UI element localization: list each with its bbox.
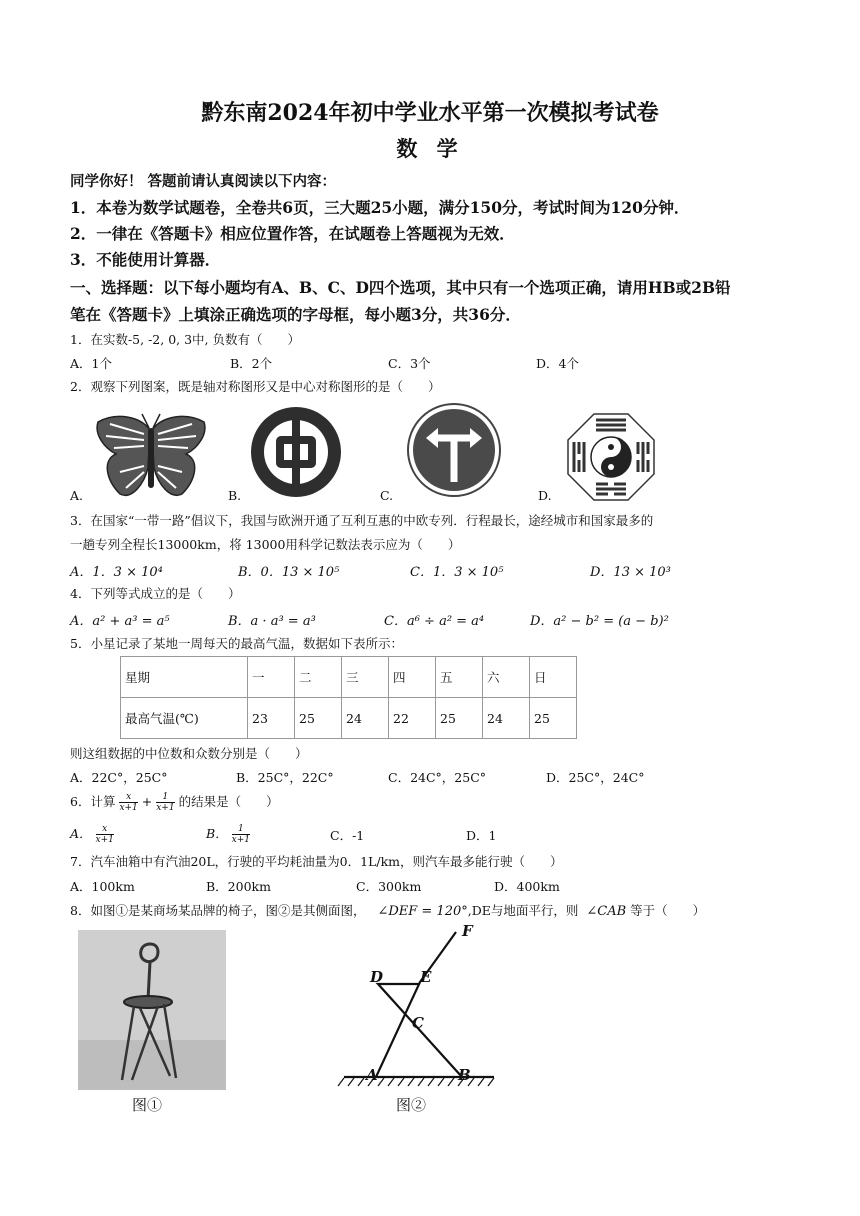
q1-option-c: C．3个 xyxy=(388,356,431,371)
fraction-denominator: x+1 xyxy=(231,835,251,845)
point-label-f: F xyxy=(462,922,473,940)
q2-label-c: C. xyxy=(380,488,394,503)
point-label-a: A xyxy=(366,1066,378,1084)
table-cell: 25 xyxy=(295,698,342,739)
q2-label-b: B. xyxy=(228,488,242,503)
traffic-sign-icon xyxy=(406,402,502,498)
table-cell: 25 xyxy=(530,698,577,739)
table-cell: 23 xyxy=(248,698,295,739)
q6-option-d: D．1 xyxy=(466,828,497,843)
q5-after: 则这组数据的中位数和众数分别是（ ） xyxy=(70,746,308,761)
table-cell: 24 xyxy=(483,698,530,739)
q8-angle-def: ∠DEF = 120° xyxy=(377,904,468,919)
section1-line1: 一、选择题：以下每小题均有A、B、C、D四个选项，其中只有一个选项正确，请用HB或2B铅 xyxy=(70,278,731,297)
q6-fraction-1 xyxy=(119,792,137,813)
q8-stem-b: ,DE与地面平行，则 xyxy=(467,903,579,918)
q8-stem-c: 等于（ ） xyxy=(630,903,706,918)
fraction-denominator: x+1 xyxy=(95,835,114,845)
fraction-numerator: 1 xyxy=(156,792,174,803)
q6-stem-post: 的结果是（ ） xyxy=(178,794,279,809)
q6-option-a-fraction xyxy=(96,824,114,845)
option-letter: B． xyxy=(206,826,228,841)
q4-option-a: A．a² + a³ = a⁵ xyxy=(70,614,170,629)
table-cell: 24 xyxy=(342,698,389,739)
table-row xyxy=(121,657,577,698)
subject-title: 数 学 xyxy=(396,136,464,161)
instruction-1: 1．本卷为数学试题卷，全卷共6页，三大题25小题，满分150分，考试时间为120分钟． xyxy=(70,198,690,217)
q6-option-c: C．-1 xyxy=(330,828,365,843)
fraction-denominator: x+1 xyxy=(156,803,175,813)
q3-option-c: C．1．3 × 10⁵ xyxy=(410,565,504,580)
q4-stem: 4．下列等式成立的是（ ） xyxy=(70,586,241,601)
q3-option-a: A．1．3 × 10⁴ xyxy=(70,565,163,580)
q4-option-b: B．a · a³ = a³ xyxy=(228,614,316,629)
q4-option-c: C．a⁶ ÷ a² = a⁴ xyxy=(384,614,485,629)
q7-option-b: B．200km xyxy=(206,879,271,894)
fraction-numerator: 1 xyxy=(232,824,250,835)
table-cell: 22 xyxy=(389,698,436,739)
option-letter: A． xyxy=(70,826,92,841)
table-cell: 六 xyxy=(483,657,530,698)
instruction-2: 2．一律在《答题卡》相应位置作答，在试题卷上答题视为无效． xyxy=(70,224,515,243)
q6-stem xyxy=(70,792,279,813)
q6-stem-pre: 6．计算 xyxy=(70,794,116,809)
q8-stem xyxy=(70,901,705,919)
q8-angle-cab: ∠CAB xyxy=(586,904,627,919)
q2-label-d: D. xyxy=(538,488,552,503)
table-cell: 三 xyxy=(342,657,389,698)
q3-stem-line1: 3．在国家“一带一路”倡议下，我国与欧洲开通了互利互惠的中欧专列．行程最长，途经城市和国家最多的 xyxy=(70,513,654,528)
table-cell: 最高气温(℃) xyxy=(121,698,248,739)
fraction-numerator: x xyxy=(119,792,137,803)
q6-option-b-fraction xyxy=(232,824,250,845)
chair-side-diagram xyxy=(334,922,504,1090)
point-label-c: C xyxy=(412,1014,424,1032)
chair-icon xyxy=(78,930,226,1090)
q6-plus: + xyxy=(141,794,153,809)
q2-label-a: A. xyxy=(70,488,84,503)
q1-option-b: B．2个 xyxy=(230,356,273,371)
fraction-numerator: x xyxy=(96,824,114,835)
q3-option-d: D．13 × 10³ xyxy=(590,565,671,580)
q5-option-a: A．22C°，25C° xyxy=(70,770,168,785)
q7-option-c: C．300km xyxy=(356,879,422,894)
bank-logo-icon xyxy=(248,404,344,500)
table-cell: 二 xyxy=(295,657,342,698)
table-row xyxy=(121,698,577,739)
q8-stem-a: 8．如图①是某商场某品牌的椅子，图②是其侧面图， xyxy=(70,903,366,918)
figure-2-caption: 图② xyxy=(396,1096,427,1114)
table-cell: 25 xyxy=(436,698,483,739)
fraction-denominator: x+1 xyxy=(119,803,138,813)
table-cell: 一 xyxy=(248,657,295,698)
q6-option-b xyxy=(206,824,250,845)
q1-option-d: D．4个 xyxy=(536,356,579,371)
table-cell: 星期 xyxy=(121,657,248,698)
q1-stem: 1．在实数-5, -2, 0, 3中, 负数有（ ） xyxy=(70,332,300,347)
point-label-d: D xyxy=(370,968,384,986)
q5-option-d: D．25C°，24C° xyxy=(546,770,645,785)
table-cell: 五 xyxy=(436,657,483,698)
section1-line2: 笔在《答题卡》上填涂正确选项的字母框，每小题3分，共36分． xyxy=(70,305,521,324)
temperature-table xyxy=(120,656,577,739)
butterfly-icon xyxy=(92,410,210,502)
chair-photo xyxy=(78,930,226,1090)
point-label-b: B xyxy=(458,1066,471,1084)
q6-option-a xyxy=(70,824,114,845)
q7-option-d: D．400km xyxy=(494,879,560,894)
instruction-3: 3．不能使用计算器． xyxy=(70,250,221,269)
figure-1-caption: 图① xyxy=(132,1096,163,1114)
exam-title: 黔东南2024年初中学业水平第一次模拟考试卷 xyxy=(201,100,659,126)
q1-option-a: A．1个 xyxy=(70,356,112,371)
q3-stem-line2: 一趟专列全程长13000km，将 13000用科学记数法表示应为（ ） xyxy=(70,537,461,552)
q2-stem: 2．观察下列图案，既是轴对称图形又是中心对称图形的是（ ） xyxy=(70,379,441,394)
q5-option-c: C．24C°，25C° xyxy=(388,770,487,785)
q3-option-b: B．0．13 × 10⁵ xyxy=(238,565,340,580)
q5-stem: 5．小星记录了某地一周每天的最高气温，数据如下表所示： xyxy=(70,636,403,651)
q7-stem: 7．汽车油箱中有汽油20L，行驶的平均耗油量为0．1L/km，则汽车最多能行驶（ ） xyxy=(70,854,563,869)
q4-option-d: D．a² − b² = (a − b)² xyxy=(530,614,669,629)
q5-option-b: B．25C°，22C° xyxy=(236,770,334,785)
greeting: 同学你好！ 答题前请认真阅读以下内容： xyxy=(70,173,337,190)
q7-option-a: A．100km xyxy=(70,879,135,894)
point-label-e: E xyxy=(420,968,432,986)
q6-fraction-2 xyxy=(156,792,174,813)
table-cell: 日 xyxy=(530,657,577,698)
table-cell: 四 xyxy=(389,657,436,698)
bagua-icon xyxy=(566,412,656,502)
